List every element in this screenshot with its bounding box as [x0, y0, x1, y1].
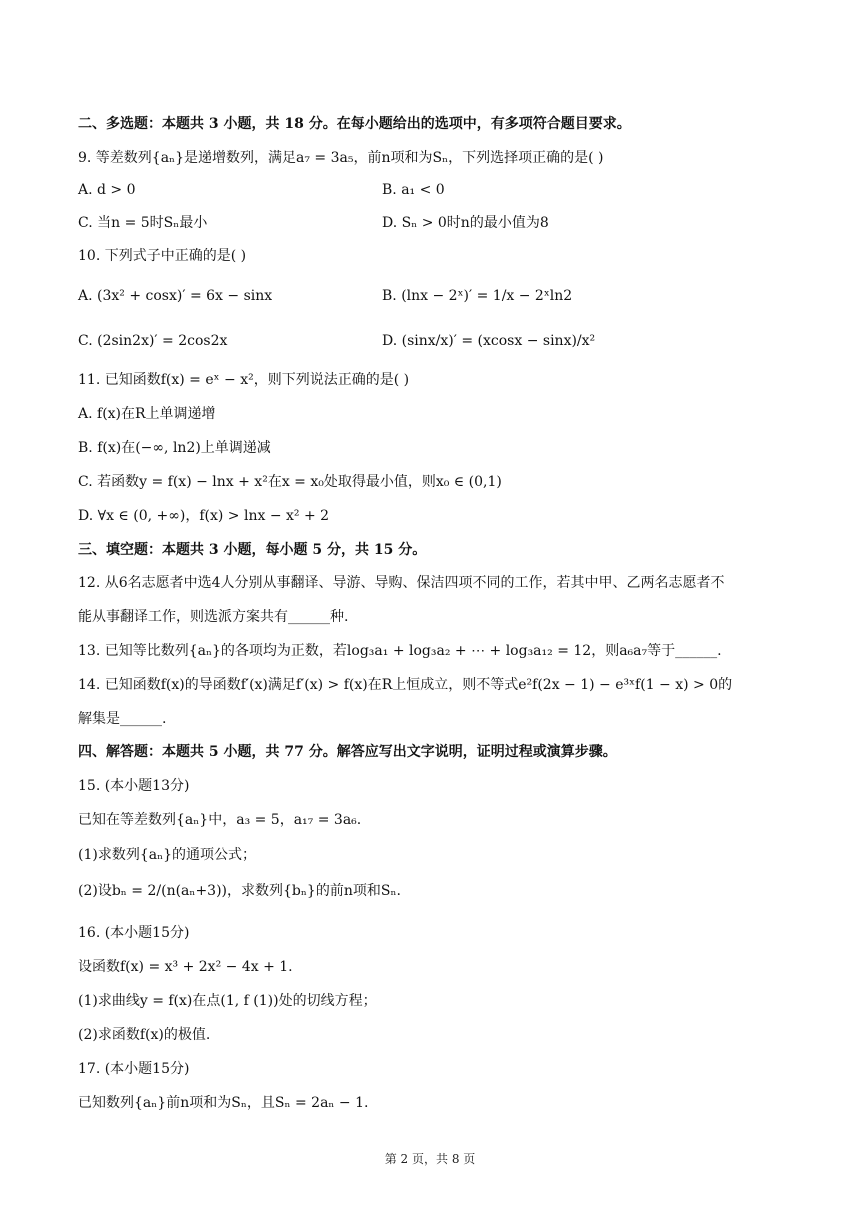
question-15-part-1: (1)求数列{aₙ}的通项公式； [78, 847, 257, 863]
section-solution-heading: 四、解答题：本题共 5 小题，共 77 分。解答应写出文字说明，证明过程或演算步骤。 [78, 744, 617, 760]
question-16-part-2: (2)求函数f(x)的极值. [78, 1027, 211, 1043]
question-10-option-b: B. (lnx − 2ˣ)′ = 1/x − 2ˣln2 [382, 288, 573, 304]
question-10-option-d: D. (sinx/x)′ = (xcosx − sinx)/x² [382, 333, 596, 349]
question-15-given: 已知在等差数列{aₙ}中，a₃ = 5，a₁₇ = 3a₆. [78, 812, 362, 828]
question-9-option-d: D. Sₙ > 0时n的最小值为8 [382, 215, 549, 231]
question-11-option-d: D. ∀x ∈ (0, +∞)，f(x) > lnx − x² + 2 [78, 508, 330, 524]
question-11-option-a: A. f(x)在R上单调递增 [78, 406, 216, 422]
page-footer: 第 2 页，共 8 页 [384, 1152, 476, 1166]
question-15-part-2: (2)设bₙ = 2/(n(aₙ+3))，求数列{bₙ}的前n项和Sₙ. [78, 883, 401, 899]
question-14-line-1: 14. 已知函数f(x)的导函数f′(x)满足f′(x) > f(x)在R上恒成立，则不等式e²f(2x − 1) − e³ˣf(1 − x) > 0的 [78, 677, 733, 693]
question-16-given: 设函数f(x) = x³ + 2x² − 4x + 1. [78, 959, 293, 975]
question-17-given: 已知数列{aₙ}前n项和为Sₙ，且Sₙ = 2aₙ − 1. [78, 1095, 369, 1111]
question-10-option-a: A. (3x² + cosx)′ = 6x − sinx [78, 288, 273, 304]
question-9-option-a: A. d > 0 [78, 182, 136, 198]
question-15-title: 15. (本小题13分) [78, 778, 190, 794]
question-12-line-1: 12. 从6名志愿者中选4人分别从事翻译、导游、导购、保洁四项不同的工作，若其中甲、乙两名志愿者不 [78, 575, 725, 591]
question-10-stem: 10. 下列式子中正确的是( ) [78, 248, 247, 264]
question-12-line-2: 能从事翻译工作，则选派方案共有______种. [78, 609, 349, 625]
question-9-option-b: B. a₁ < 0 [382, 182, 445, 198]
question-13: 13. 已知等比数列{aₙ}的各项均为正数，若log₃a₁ + log₃a₂ + ⋯ + log₃a₁₂ = 12，则a₆a₇等于______. [78, 643, 722, 659]
section-fill-in-heading: 三、填空题：本题共 3 小题，每小题 5 分，共 15 分。 [78, 542, 427, 558]
question-14-line-2: 解集是______. [78, 711, 167, 727]
question-11-stem: 11. 已知函数f(x) = eˣ − x²，则下列说法正确的是( ) [78, 372, 410, 388]
question-9-stem: 9. 等差数列{aₙ}是递增数列，满足a₇ = 3a₅，前n项和为Sₙ，下列选择项正确的是( ) [78, 150, 604, 166]
question-9-option-c: C. 当n = 5时Sₙ最小 [78, 215, 208, 231]
question-11-option-b: B. f(x)在(−∞, ln2)上单调递减 [78, 440, 271, 456]
question-16-part-1: (1)求曲线y = f(x)在点(1, f (1))处的切线方程； [78, 993, 377, 1009]
question-11-option-c: C. 若函数y = f(x) − lnx + x²在x = x₀处取得最小值，则x₀ ∈ (0,1) [78, 474, 502, 490]
question-10-option-c: C. (2sin2x)′ = 2cos2x [78, 333, 228, 349]
question-16-title: 16. (本小题15分) [78, 925, 190, 941]
question-17-title: 17. (本小题15分) [78, 1061, 190, 1077]
section-multiple-choice-heading: 二、多选题：本题共 3 小题，共 18 分。在每小题给出的选项中，有多项符合题目要求。 [78, 116, 631, 132]
